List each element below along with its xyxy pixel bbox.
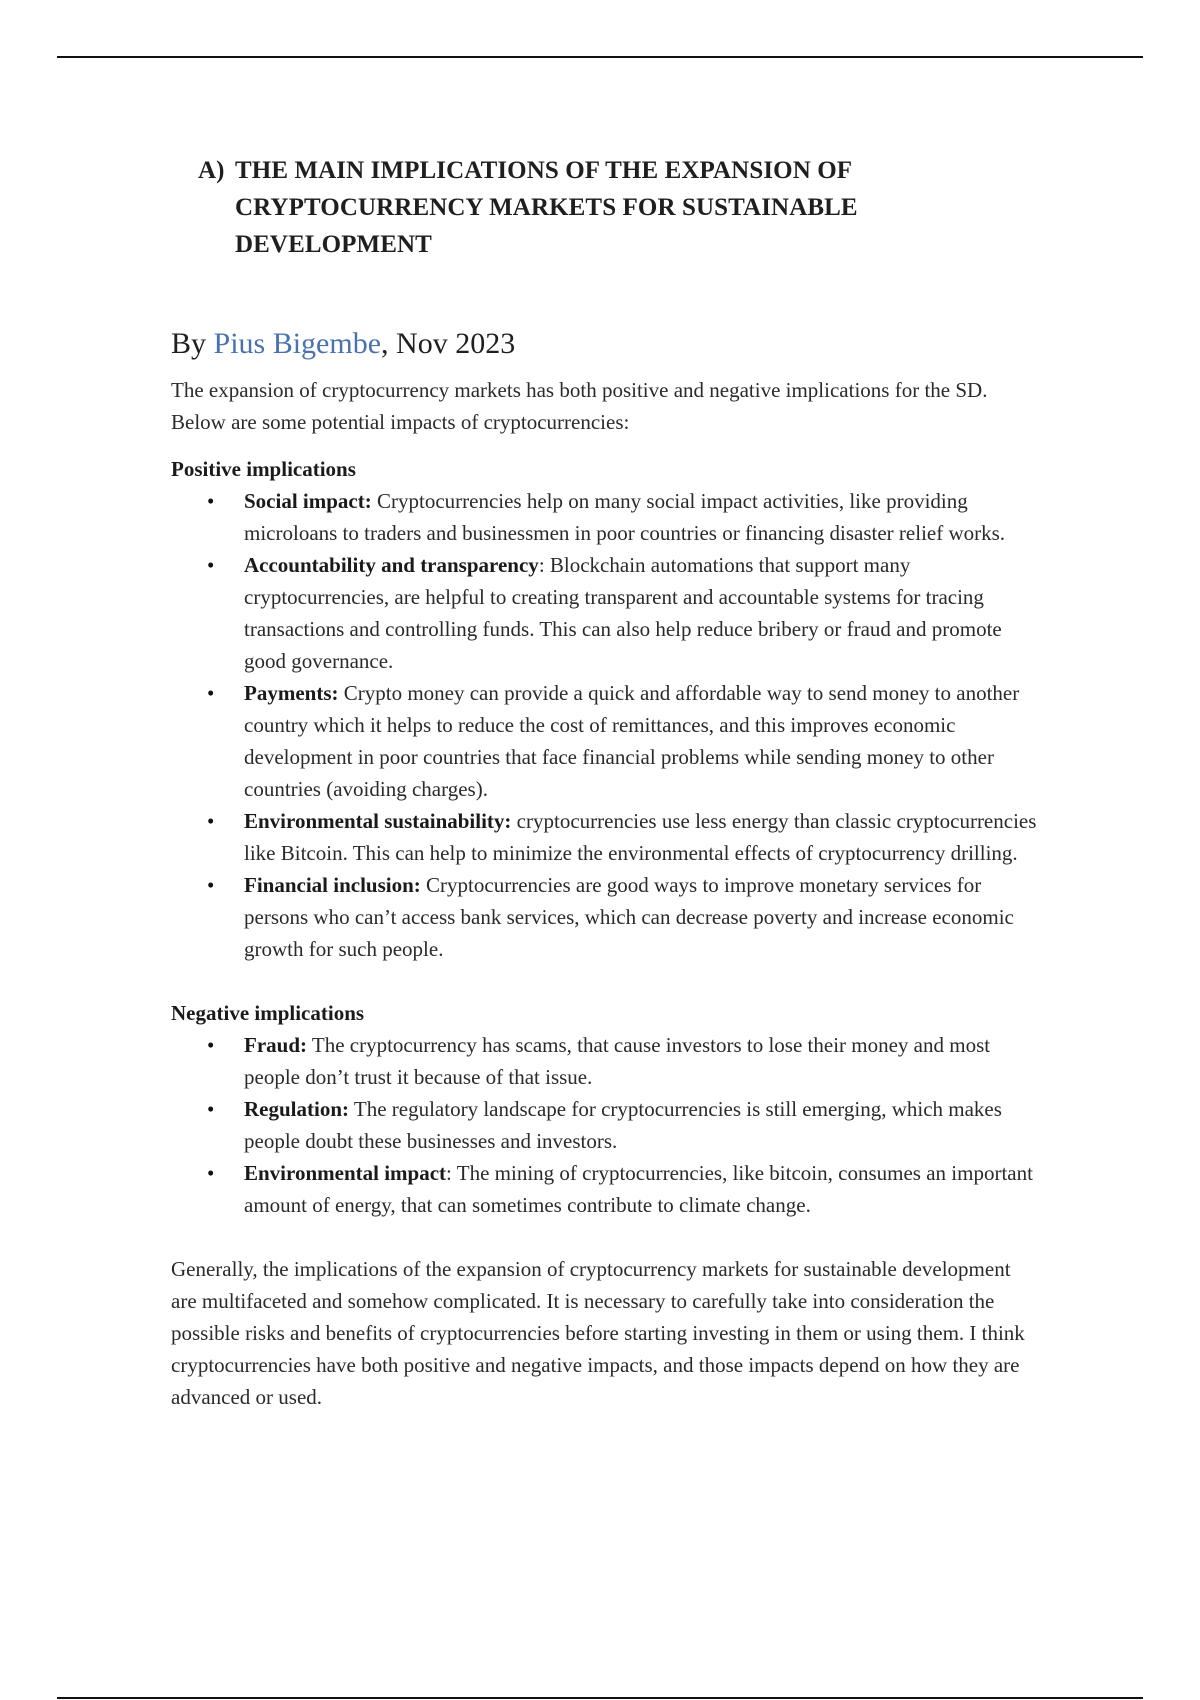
byline [171, 324, 515, 364]
intro-paragraph: The expansion of cryptocurrency markets has both positive and negative implications for the SD. Below are some potential impacts of cryptocurrencies: [171, 378, 988, 434]
bullet-icon: • [207, 1161, 215, 1185]
conclusion-paragraph: Generally, the implications of the expansion of cryptocurrency markets for sustainable development are multifaceted and somehow complicated. It is necessary to carefully take into consideration the possible risks and benefits of cryptocurrencies before starting investing in them or using them. I think cryptocurrencies have both positive and negative impacts, and those impacts depend on how they are advanced or used. [171, 1257, 1025, 1409]
bullet-icon: • [207, 681, 215, 705]
item-label: Environmental sustainability: [244, 809, 512, 833]
list-item [171, 869, 1041, 965]
item-text: The cryptocurrency has scams, that cause investors to lose their money and most people don’t trust it because of that issue. [244, 1033, 991, 1089]
bullet-icon: • [207, 1033, 215, 1057]
item-label: Fraud: [244, 1033, 307, 1057]
negative-list [171, 1029, 1041, 1221]
article-body [171, 374, 1041, 1413]
byline-date: , Nov 2023 [381, 327, 516, 360]
bottom-divider [57, 1697, 1143, 1699]
top-divider [57, 56, 1143, 58]
bullet-icon: • [207, 809, 215, 833]
item-label: Financial inclusion: [244, 873, 421, 897]
list-item [171, 1093, 1041, 1157]
heading-marker: A) [198, 157, 225, 184]
list-item [171, 1029, 1041, 1093]
item-label: Payments: [244, 681, 339, 705]
item-text: Crypto money can provide a quick and affordable way to send money to another country which it helps to reduce the cost of remittances, and this improves economic development in poor countries that face financial problems while sending money to other countries (avoiding charges). [244, 681, 1020, 801]
heading-text: THE MAIN IMPLICATIONS OF THE EXPANSION OF CRYPTOCURRENCY MARKETS FOR SUSTAINABLE DEVELOPMENT [235, 157, 858, 258]
item-text: Cryptocurrencies are good ways to improve monetary services for persons who can’t access bank services, which can decrease poverty and increase economic growth for such people. [244, 873, 1014, 961]
section-spacer [171, 1221, 1041, 1253]
item-text: The regulatory landscape for cryptocurrencies is still emerging, which makes people doubt these businesses and investors. [244, 1097, 1002, 1153]
list-item [171, 485, 1041, 549]
section-spacer [171, 965, 1041, 997]
bullet-icon: • [207, 553, 215, 577]
item-label: Social impact: [244, 489, 372, 513]
list-item [171, 1157, 1041, 1221]
list-item [171, 805, 1041, 869]
item-label: Regulation: [244, 1097, 349, 1121]
document-heading [198, 152, 958, 263]
negative-section-title: Negative implications [171, 1001, 365, 1025]
author-name[interactable]: Pius Bigembe [213, 327, 382, 360]
bullet-icon: • [207, 489, 215, 513]
byline-prefix: By [171, 327, 214, 360]
item-text: Cryptocurrencies help on many social impact activities, like providing microloans to traders and businessmen in poor countries or financing disaster relief works. [244, 489, 1006, 545]
item-text: cryptocurrencies use less energy than classic cryptocurrencies like Bitcoin. This can help to minimize the environmental effects of cryptocurrency drilling. [244, 809, 1037, 865]
bullet-icon: • [207, 1097, 215, 1121]
bullet-icon: • [207, 873, 215, 897]
positive-list [171, 485, 1041, 965]
item-text: : Blockchain automations that support many cryptocurrencies, are helpful to creating transparent and accountable systems for tracing transactions and controlling funds. This can also help reduce bribery or fraud and promote good governance. [244, 553, 1002, 673]
list-item [171, 677, 1041, 805]
item-label: Accountability and transparency [244, 553, 539, 577]
item-label: Environmental impact [244, 1161, 447, 1185]
list-item [171, 549, 1041, 677]
item-text: : The mining of cryptocurrencies, like bitcoin, consumes an important amount of energy, that can sometimes contribute to climate change. [244, 1161, 1033, 1217]
positive-section-title: Positive implications [171, 457, 356, 481]
